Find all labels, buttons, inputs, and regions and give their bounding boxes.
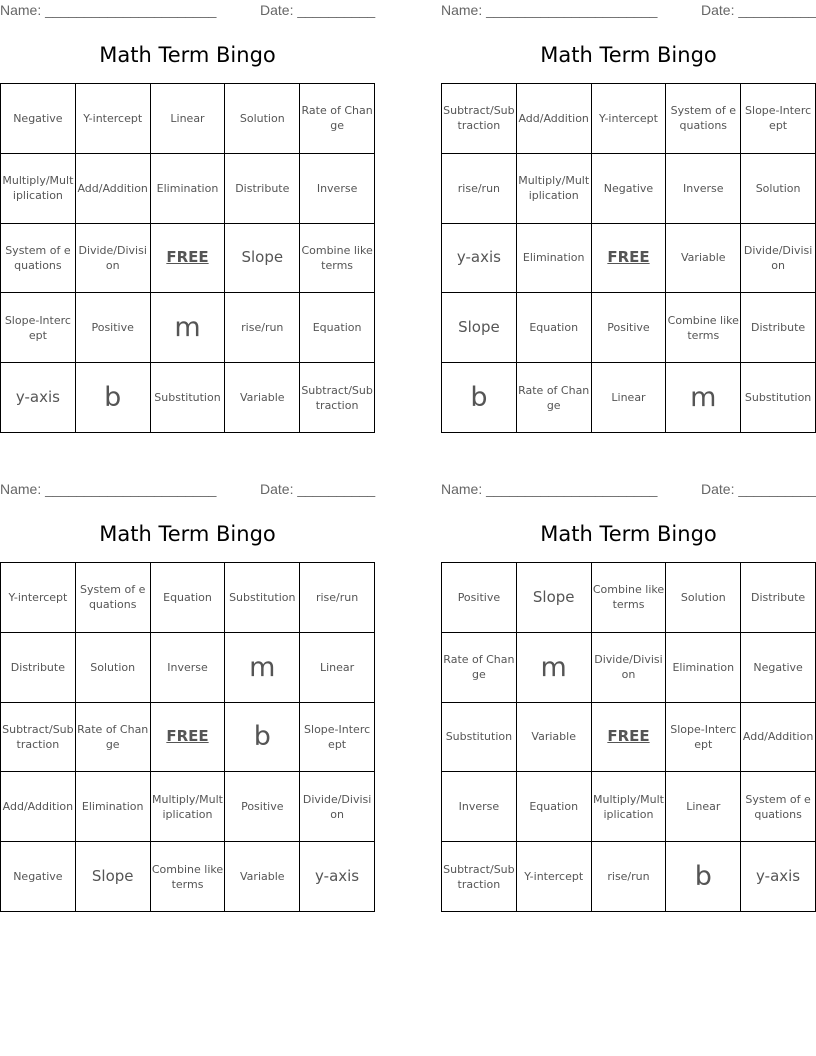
bingo-card-1: [0, 0, 376, 414]
card-header: [0, 479, 375, 501]
bingo-cell: y-axis: [300, 842, 375, 912]
bingo-cell: Slope: [517, 563, 592, 633]
bingo-cell: System of equations: [1, 224, 76, 294]
bingo-cell: Y-intercept: [76, 84, 151, 154]
date-line: Date: __________: [260, 2, 376, 18]
bingo-cell: Positive: [76, 293, 151, 363]
bingo-cell: Inverse: [442, 772, 517, 842]
bingo-cell: Add/Addition: [517, 84, 592, 154]
free-space: FREE: [592, 703, 667, 773]
bingo-cell: y-axis: [1, 363, 76, 433]
card-title: Math Term Bingo: [540, 522, 717, 546]
bingo-cell: Positive: [225, 772, 300, 842]
bingo-cell: Rate of Change: [300, 84, 375, 154]
bingo-cell: Solution: [741, 154, 816, 224]
bingo-cell: Equation: [517, 293, 592, 363]
bingo-cell: Divide/Division: [300, 772, 375, 842]
bingo-cell: Y-intercept: [1, 563, 76, 633]
bingo-cell: m: [517, 633, 592, 703]
bingo-grid: [0, 83, 375, 433]
bingo-grid: [0, 562, 375, 912]
bingo-cell: Linear: [592, 363, 667, 433]
bingo-cell: Variable: [517, 703, 592, 773]
bingo-cell: Elimination: [517, 224, 592, 294]
card-header: [441, 0, 816, 22]
bingo-cell: Rate of Change: [442, 633, 517, 703]
bingo-cell: Substitution: [741, 363, 816, 433]
bingo-cell: Add/Addition: [1, 772, 76, 842]
bingo-cell: rise/run: [300, 563, 375, 633]
bingo-cell: Subtract/Subtraction: [300, 363, 375, 433]
bingo-cell: rise/run: [592, 842, 667, 912]
bingo-cell: b: [442, 363, 517, 433]
bingo-cell: Distribute: [1, 633, 76, 703]
date-line: Date: __________: [701, 2, 816, 18]
bingo-cell: Variable: [225, 842, 300, 912]
bingo-cell: Substitution: [151, 363, 226, 433]
bingo-cell: Linear: [151, 84, 226, 154]
bingo-cell: Add/Addition: [76, 154, 151, 224]
bingo-cell: m: [666, 363, 741, 433]
bingo-cell: Distribute: [225, 154, 300, 224]
bingo-cell: Negative: [592, 154, 667, 224]
bingo-cell: rise/run: [442, 154, 517, 224]
bingo-cell: rise/run: [225, 293, 300, 363]
bingo-cell: System of equations: [741, 772, 816, 842]
bingo-cell: Y-intercept: [592, 84, 667, 154]
bingo-cell: Linear: [666, 772, 741, 842]
bingo-card-4: [441, 479, 816, 893]
bingo-cell: Variable: [225, 363, 300, 433]
free-space: FREE: [151, 224, 226, 294]
bingo-cell: Combine like terms: [151, 842, 226, 912]
bingo-cell: System of equations: [76, 563, 151, 633]
bingo-cell: Slope-Intercept: [1, 293, 76, 363]
bingo-cell: Solution: [666, 563, 741, 633]
bingo-cell: Subtract/Subtraction: [1, 703, 76, 773]
name-line: Name: ______________________: [441, 481, 658, 497]
bingo-cell: Rate of Change: [517, 363, 592, 433]
bingo-cell: Elimination: [666, 633, 741, 703]
bingo-grid: [441, 83, 816, 433]
card-title: Math Term Bingo: [99, 43, 276, 67]
card-title: Math Term Bingo: [540, 43, 717, 67]
bingo-cell: y-axis: [442, 224, 517, 294]
bingo-cell: Multiply/Multiplication: [151, 772, 226, 842]
bingo-cell: Subtract/Subtraction: [442, 842, 517, 912]
bingo-cell: Multiply/Multiplication: [517, 154, 592, 224]
bingo-cell: Positive: [592, 293, 667, 363]
bingo-cell: Solution: [225, 84, 300, 154]
bingo-cell: Negative: [1, 842, 76, 912]
bingo-cell: Multiply/Multiplication: [1, 154, 76, 224]
name-line: Name: ______________________: [0, 481, 217, 497]
bingo-cell: Variable: [666, 224, 741, 294]
card-header: [0, 0, 375, 22]
name-line: Name: ______________________: [441, 2, 658, 18]
card-title: Math Term Bingo: [99, 522, 276, 546]
bingo-cell: Add/Addition: [741, 703, 816, 773]
bingo-cell: Equation: [300, 293, 375, 363]
bingo-cell: Inverse: [666, 154, 741, 224]
bingo-cell: Equation: [517, 772, 592, 842]
bingo-cell: Inverse: [151, 633, 226, 703]
date-line: Date: __________: [701, 481, 816, 497]
bingo-cell: Subtract/Subtraction: [442, 84, 517, 154]
bingo-cell: Slope: [442, 293, 517, 363]
bingo-cell: Divide/Division: [741, 224, 816, 294]
bingo-cell: Y-intercept: [517, 842, 592, 912]
bingo-cell: Elimination: [76, 772, 151, 842]
bingo-cell: Positive: [442, 563, 517, 633]
bingo-cell: Divide/Division: [592, 633, 667, 703]
bingo-cell: Inverse: [300, 154, 375, 224]
bingo-cell: Combine like terms: [592, 563, 667, 633]
bingo-cell: b: [666, 842, 741, 912]
free-space: FREE: [592, 224, 667, 294]
bingo-cell: Slope: [76, 842, 151, 912]
bingo-cell: Rate of Change: [76, 703, 151, 773]
bingo-cell: Divide/Division: [76, 224, 151, 294]
bingo-cell: Equation: [151, 563, 226, 633]
bingo-cell: Distribute: [741, 293, 816, 363]
bingo-cell: Distribute: [741, 563, 816, 633]
bingo-cell: m: [151, 293, 226, 363]
bingo-cell: Slope-Intercept: [300, 703, 375, 773]
bingo-cell: m: [225, 633, 300, 703]
bingo-card-2: [441, 0, 816, 414]
bingo-cell: Combine like terms: [666, 293, 741, 363]
bingo-cell: Solution: [76, 633, 151, 703]
bingo-grid: [441, 562, 816, 912]
bingo-cell: System of equations: [666, 84, 741, 154]
bingo-cell: Elimination: [151, 154, 226, 224]
bingo-card-3: [0, 479, 376, 891]
bingo-cell: y-axis: [741, 842, 816, 912]
bingo-cell: Multiply/Multiplication: [592, 772, 667, 842]
bingo-cell: Substitution: [442, 703, 517, 773]
bingo-cell: Combine like terms: [300, 224, 375, 294]
bingo-cell: Negative: [741, 633, 816, 703]
bingo-cell: Substitution: [225, 563, 300, 633]
date-line: Date: __________: [260, 481, 376, 497]
bingo-cell: Slope-Intercept: [741, 84, 816, 154]
bingo-cell: Slope-Intercept: [666, 703, 741, 773]
bingo-cell: Linear: [300, 633, 375, 703]
bingo-cell: Slope: [225, 224, 300, 294]
bingo-cell: b: [76, 363, 151, 433]
bingo-cell: b: [225, 703, 300, 773]
name-line: Name: ______________________: [0, 2, 217, 18]
free-space: FREE: [151, 703, 226, 773]
card-header: [441, 479, 816, 501]
bingo-cell: Negative: [1, 84, 76, 154]
